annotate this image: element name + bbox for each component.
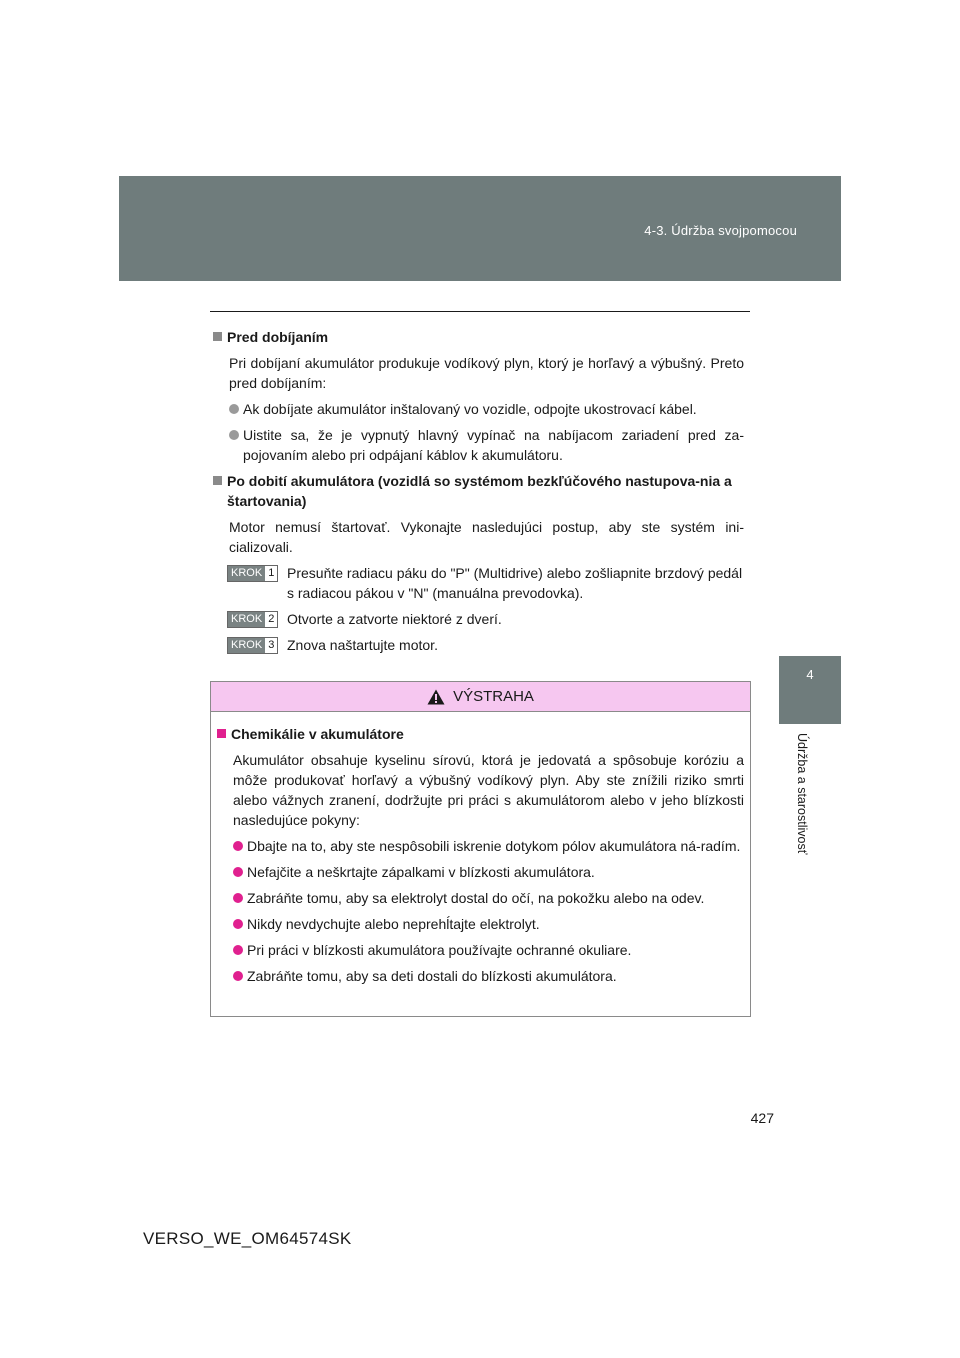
- section-title-after-charging: Po dobití akumulátora (vozidlá so systémom bezkľúčového nastupova-nia a štartovania): [213, 471, 744, 511]
- chapter-tab: [779, 656, 841, 724]
- header-band: [119, 176, 841, 281]
- square-bullet-icon: [213, 332, 222, 341]
- step-item: KROK 1 Presuňte radiacu páku do "P" (Multidrive) alebo zošliapnite brzdový pedál s radiacou pákou v "N" (manuálna prevodovka).: [213, 563, 744, 603]
- warning-title: Chemikálie v akumulátore: [217, 724, 744, 744]
- list-item: Zabráňte tomu, aby sa deti dostali do blízkosti akumulátora.: [233, 966, 744, 986]
- square-bullet-icon: [217, 729, 226, 738]
- warning-heading: VÝSTRAHA: [453, 688, 534, 705]
- warning-box: [210, 681, 751, 1017]
- top-divider: [210, 311, 750, 312]
- paragraph: Motor nemusí štartovať. Vykonajte nasledujúci postup, aby ste systém ini-cializovali.: [229, 519, 744, 555]
- warning-header: [211, 682, 750, 712]
- chapter-number: 4: [806, 667, 814, 682]
- circle-bullet-icon: [229, 404, 239, 414]
- list-item: Nikdy nevdychujte alebo neprehĺtajte elektrolyt.: [233, 914, 744, 934]
- chapter-side-label: [778, 733, 840, 893]
- step-badge: KROK 1: [227, 565, 278, 582]
- step-item: KROK 3 Znova naštartujte motor.: [213, 635, 744, 655]
- circle-bullet-icon: [233, 867, 243, 877]
- circle-bullet-icon: [233, 841, 243, 851]
- page-number: 427: [750, 1110, 774, 1126]
- chapter-title: 4-3. Údržba svojpomocou: [644, 223, 797, 238]
- list-item: Nefajčite a neškrtajte zápalkami v blízkosti akumulátora.: [233, 862, 744, 882]
- step-item: KROK 2 Otvorte a zatvorte niektoré z dverí.: [213, 609, 744, 629]
- circle-bullet-icon: [233, 893, 243, 903]
- paragraph: Akumulátor obsahuje kyselinu sírovú, ktorá je jedovatá a spôsobuje koróziu a môže produkovať horľavý a výbušný vodíkový plyn. Aby ste znížili riziko smrti alebo vážnych zranení, dodržujte pri práci s akumulátorom alebo v jeho blízkosti nasledujúce pokyny:: [233, 752, 744, 828]
- step-badge: KROK 2: [227, 611, 278, 628]
- section-title-before-charging: Pred dobíjaním: [213, 327, 744, 347]
- chapter-side-label-text: Údržba a starostlivosť: [795, 733, 809, 855]
- list-item: Pri práci v blízkosti akumulátora používajte ochranné okuliare.: [233, 940, 744, 960]
- warning-body: [211, 712, 750, 986]
- document-code: VERSO_WE_OM64574SK: [143, 1229, 352, 1248]
- circle-bullet-icon: [229, 430, 239, 440]
- main-content: [213, 327, 744, 661]
- warning-triangle-icon: [427, 689, 445, 705]
- circle-bullet-icon: [233, 919, 243, 929]
- circle-bullet-icon: [233, 971, 243, 981]
- step-badge: KROK 3: [227, 637, 278, 654]
- list-item: Zabráňte tomu, aby sa elektrolyt dostal do očí, na pokožku alebo na odev.: [233, 888, 744, 908]
- circle-bullet-icon: [233, 945, 243, 955]
- square-bullet-icon: [213, 476, 222, 485]
- list-item: Ak dobíjate akumulátor inštalovaný vo vozidle, odpojte ukostrovací kábel.: [229, 399, 744, 419]
- paragraph: Pri dobíjaní akumulátor produkuje vodíkový plyn, ktorý je horľavý a výbušný. Preto pred dobíjaním:: [229, 355, 744, 391]
- list-item: Dbajte na to, aby ste nespôsobili iskrenie dotykom pólov akumulátora ná-radím.: [233, 836, 744, 856]
- list-item: Uistite sa, že je vypnutý hlavný vypínač na nabíjacom zariadení pred za-pojovaním alebo pri odpájaní káblov k akumulátoru.: [229, 425, 744, 465]
